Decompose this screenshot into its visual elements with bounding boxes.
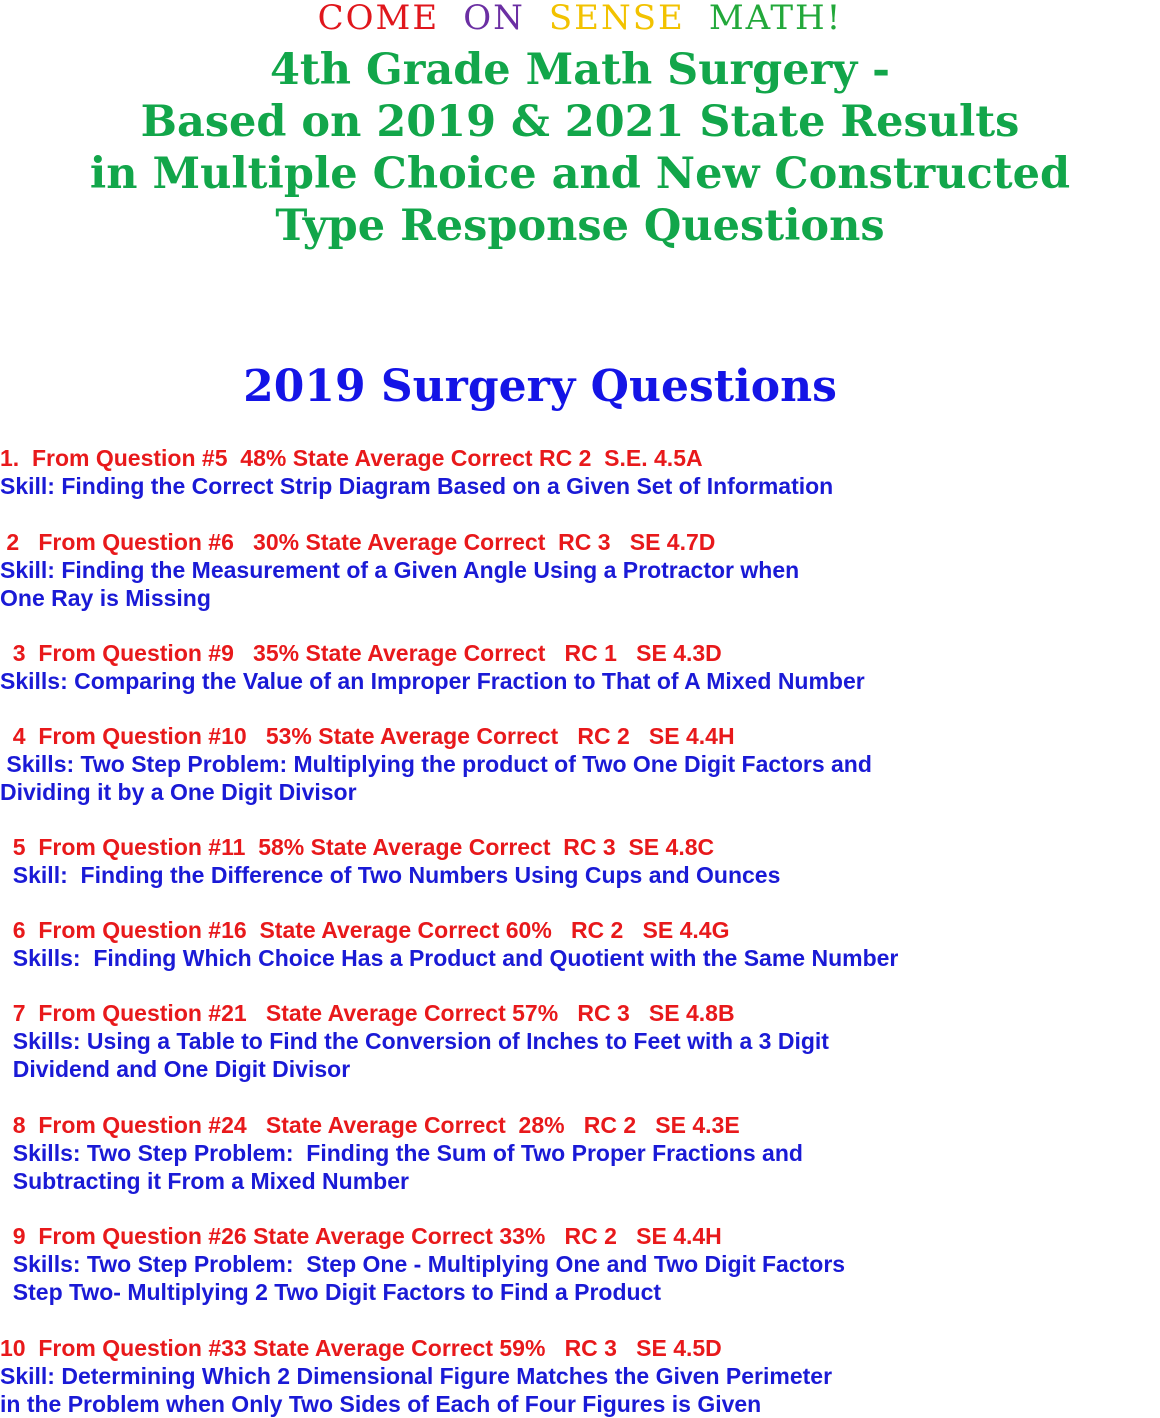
skill-line: Skills: Finding Which Choice Has a Product and Quotient with the Same Number <box>0 945 899 971</box>
skill-line: Step Two- Multiplying 2 Two Digit Factors to Find a Product <box>0 1279 662 1305</box>
question-header: 6 From Question #16 State Average Correct 60% RC 2 SE 4.4G <box>0 917 730 943</box>
question-header: 9 From Question #26 State Average Correct 33% RC 2 SE 4.4H <box>0 1223 722 1249</box>
brand-word: MATH! <box>708 0 843 38</box>
question-item <box>0 1334 1160 1418</box>
question-header: 2 From Question #6 30% State Average Correct RC 3 SE 4.7D <box>0 529 716 555</box>
question-header: 5 From Question #11 58% State Average Correct RC 3 SE 4.8C <box>0 834 715 860</box>
question-header: 10 From Question #33 State Average Correct 59% RC 3 SE 4.5D <box>0 1335 722 1361</box>
question-item <box>0 528 1160 612</box>
question-item <box>0 1111 1160 1195</box>
question-item <box>0 444 1160 500</box>
headline-line: 4th Grade Math Surgery - <box>269 45 891 95</box>
brand-word: ON <box>463 0 525 38</box>
skill-line: One Ray is Missing <box>0 585 211 611</box>
section-title: 2019 Surgery Questions <box>243 361 837 412</box>
skill-line: Dividing it by a One Digit Divisor <box>0 779 357 805</box>
skill-line: in the Problem when Only Two Sides of Each of Four Figures is Given <box>0 1391 762 1417</box>
question-item <box>0 639 1160 695</box>
skill-line: Dividend and One Digit Divisor <box>0 1056 351 1082</box>
skill-line: Skill: Finding the Difference of Two Numbers Using Cups and Ounces <box>0 862 781 888</box>
skill-line: Skills: Using a Table to Find the Conversion of Inches to Feet with a 3 Digit <box>0 1028 829 1054</box>
question-item <box>0 999 1160 1083</box>
headline-line: Type Response Questions <box>275 201 885 251</box>
brand-word: COME <box>317 0 440 38</box>
question-item <box>0 916 1160 972</box>
skill-line: Skills: Comparing the Value of an Improper Fraction to That of A Mixed Number <box>0 668 865 694</box>
skill-line: Skills: Two Step Problem: Step One - Multiplying One and Two Digit Factors <box>0 1251 846 1277</box>
headline-line: in Multiple Choice and New Constructed <box>89 149 1071 199</box>
question-item <box>0 833 1160 889</box>
skill-line: Skill: Finding the Measurement of a Given Angle Using a Protractor when <box>0 557 800 583</box>
skill-line: Skill: Determining Which 2 Dimensional Figure Matches the Given Perimeter <box>0 1363 833 1389</box>
question-item <box>0 722 1160 806</box>
question-header: 4 From Question #10 53% State Average Correct RC 2 SE 4.4H <box>0 723 735 749</box>
question-header: 8 From Question #24 State Average Correct 28% RC 2 SE 4.3E <box>0 1112 740 1138</box>
question-item <box>0 1222 1160 1306</box>
skill-line: Skills: Two Step Problem: Finding the Sum of Two Proper Fractions and <box>0 1140 803 1166</box>
question-header: 3 From Question #9 35% State Average Correct RC 1 SE 4.3D <box>0 640 722 666</box>
question-header: 1. From Question #5 48% State Average Correct RC 2 S.E. 4.5A <box>0 445 703 471</box>
skill-line: Skills: Two Step Problem: Multiplying the product of Two One Digit Factors and <box>0 751 872 777</box>
skill-line: Skill: Finding the Correct Strip Diagram Based on a Given Set of Information <box>0 473 834 499</box>
brand-title <box>0 0 1160 36</box>
question-header: 7 From Question #21 State Average Correct 57% RC 3 SE 4.8B <box>0 1000 735 1026</box>
brand-word: SENSE <box>548 0 685 38</box>
skill-line: Subtracting it From a Mixed Number <box>0 1168 409 1194</box>
headline-line: Based on 2019 & 2021 State Results <box>140 97 1020 147</box>
